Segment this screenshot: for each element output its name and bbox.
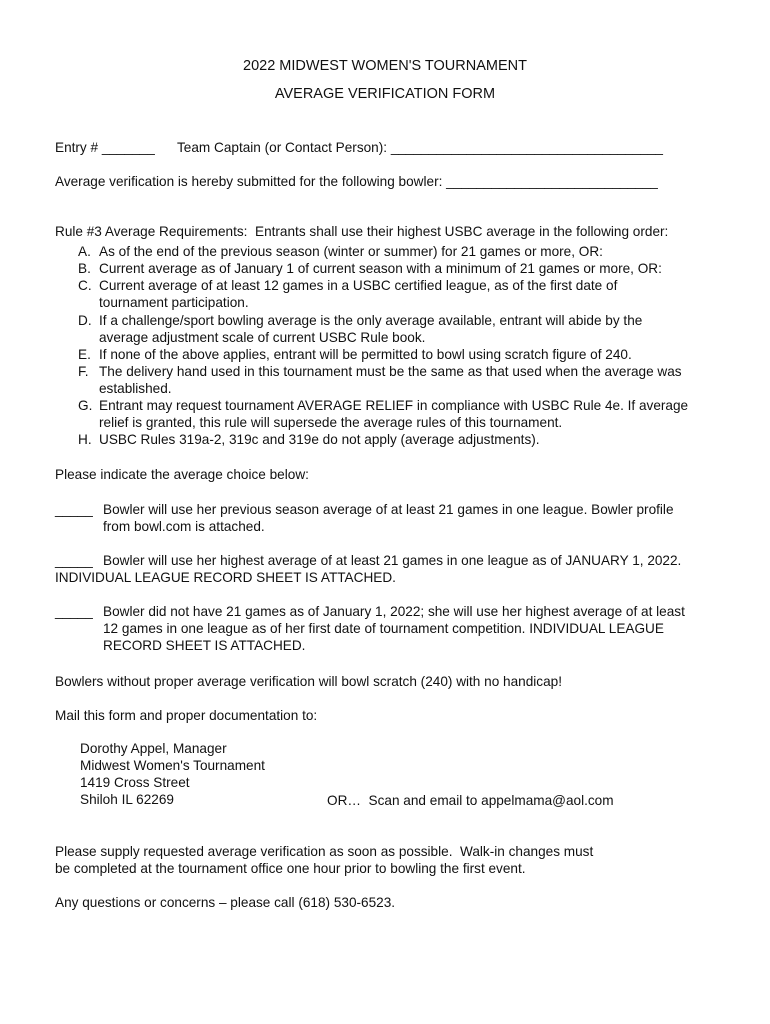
- rule-item-d: [78, 312, 718, 346]
- choice-text: Bowler will use her previous season average of at least 21 games in one league. Bowler profile from bowl.com is attached.: [103, 502, 674, 534]
- rule-letter: G.: [78, 398, 93, 413]
- form-subtitle: AVERAGE VERIFICATION FORM: [274, 86, 496, 102]
- address-line: Shiloh IL 62269: [80, 792, 174, 807]
- mail-intro: Mail this form and proper documentation to:: [55, 708, 318, 723]
- team-captain-field[interactable]: Team Captain (or Contact Person): ____________________________________: [177, 140, 663, 155]
- rule-letter: H.: [78, 432, 92, 447]
- rule-item-b: [78, 260, 718, 277]
- address-line: 1419 Cross Street: [80, 775, 190, 790]
- supply-note-line-2: be completed at the tournament office one hour prior to bowling the first event.: [55, 861, 526, 876]
- rule-letter: E.: [78, 347, 91, 362]
- rule-item-g: [78, 397, 718, 431]
- rule-text: USBC Rules 319a-2, 319c and 319e do not apply (average adjustments).: [99, 432, 540, 447]
- choice-blank-input[interactable]: _____: [55, 604, 93, 619]
- scratch-warning: Bowlers without proper average verification will bowl scratch (240) with no handicap!: [55, 674, 562, 689]
- bowler-name-field[interactable]: Average verification is hereby submitted for the following bowler: ____________________________: [55, 174, 658, 189]
- mailing-address: [80, 740, 265, 808]
- rule-letter: A.: [78, 244, 91, 259]
- choice-option-previous-season: [55, 501, 685, 535]
- entry-number-field[interactable]: Entry # _______: [55, 140, 155, 155]
- rule-text: If a challenge/sport bowling average is the only average available, entrant will abide by the average adjustment scale of current USBC Rule book.: [99, 313, 643, 345]
- questions-contact: Any questions or concerns – please call (618) 530-6523.: [55, 895, 396, 910]
- choice-prompt: Please indicate the average choice below:: [55, 467, 309, 482]
- choice-option-12-games: [55, 603, 685, 654]
- rule-letter: F.: [78, 364, 89, 379]
- rule-letter: D.: [78, 313, 92, 328]
- email-alternative: OR… Scan and email to appelmama@aol.com: [327, 793, 614, 808]
- rule-letter: B.: [78, 261, 91, 276]
- choice-text: Bowler will use her highest average of at least 21 games in one league as of JANUARY 1, 2022. INDIVIDUAL LEAGUE RECORD SHEET IS ATTACHED.: [55, 553, 682, 585]
- rule-letter: C.: [78, 278, 92, 293]
- rule-item-h: [78, 431, 718, 448]
- rule-intro: Rule #3 Average Requirements: Entrants shall use their highest USBC average in the following order:: [55, 224, 669, 239]
- rule-item-c: [78, 277, 718, 311]
- rule-text: Current average as of January 1 of current season with a minimum of 21 games or more, OR:: [99, 261, 662, 276]
- rule-item-e: [78, 346, 718, 363]
- address-line: Midwest Women's Tournament: [80, 758, 265, 773]
- rule-text: As of the end of the previous season (winter or summer) for 21 games or more, OR:: [99, 244, 603, 259]
- rule-text: The delivery hand used in this tournament must be the same as that used when the average was established.: [99, 364, 682, 396]
- rule-item-a: [78, 243, 718, 260]
- rule-text: If none of the above applies, entrant will be permitted to bowl using scratch figure of 240.: [99, 347, 632, 362]
- form-title: 2022 MIDWEST WOMEN'S TOURNAMENT: [243, 58, 527, 74]
- choice-blank-input[interactable]: _____: [55, 502, 93, 517]
- rule-text: Entrant may request tournament AVERAGE RELIEF in compliance with USBC Rule 4e. If average relief is granted, this rule will supersede the average rules of this tournament.: [99, 398, 689, 430]
- rule-item-f: [78, 363, 718, 397]
- choice-option-january: [55, 552, 685, 586]
- choice-text: Bowler did not have 21 games as of January 1, 2022; she will use her highest average of at least 12 games in one league as of her first date of tournament competition. INDIVIDUAL LEAGUE RECORD SHEET IS ATTACHED.: [103, 604, 685, 653]
- rule-text: Current average of at least 12 games in a USBC certified league, as of the first date of tournament participation.: [99, 278, 618, 310]
- supply-note-line-1: Please supply requested average verification as soon as possible. Walk-in changes must: [55, 844, 594, 859]
- choice-blank-input[interactable]: _____: [55, 553, 93, 568]
- address-line: Dorothy Appel, Manager: [80, 741, 227, 756]
